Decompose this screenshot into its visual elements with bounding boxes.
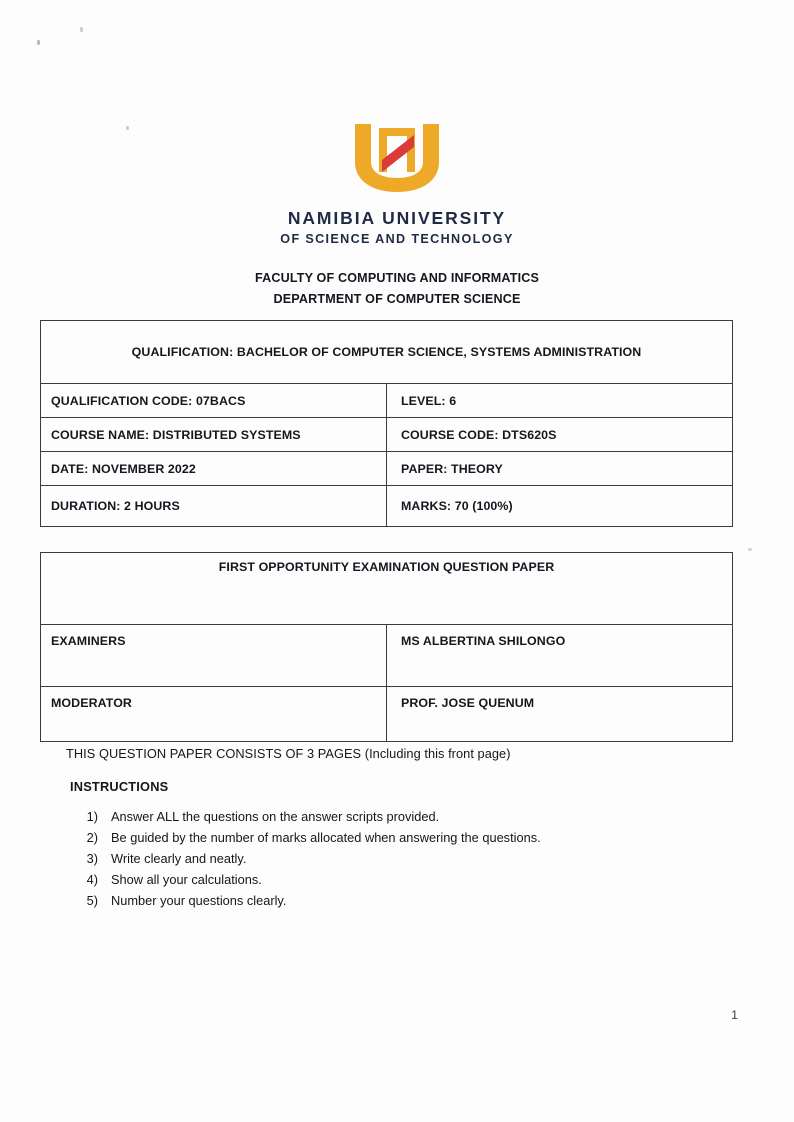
nust-shield-logo-icon [351, 122, 443, 194]
instructions-list [82, 809, 541, 914]
date-cell: DATE: NOVEMBER 2022 [41, 452, 387, 486]
course-name-cell: COURSE NAME: DISTRIBUTED SYSTEMS [41, 418, 387, 452]
qualification-code-cell: QUALIFICATION CODE: 07BACS [41, 384, 387, 418]
instructions-title: INSTRUCTIONS [70, 779, 169, 794]
list-item-text: Write clearly and neatly. [111, 851, 247, 866]
examiners-label-cell: EXAMINERS [41, 625, 387, 687]
list-item-number: 3) [86, 851, 98, 866]
qualification-info-table [40, 320, 733, 527]
university-name-line1: NAMIBIA UNIVERSITY [287, 208, 507, 228]
marks-cell: MARKS: 70 (100%) [387, 486, 733, 527]
list-item-number: 2) [86, 830, 98, 845]
faculty-heading [0, 268, 794, 310]
university-name [280, 208, 513, 248]
list-item [82, 893, 541, 914]
scan-speck [80, 27, 83, 32]
table-row [41, 418, 733, 452]
faculty-line: FACULTY OF COMPUTING AND INFORMATICS [254, 271, 540, 285]
list-item-text: Be guided by the number of marks allocated when answering the questions. [111, 830, 541, 845]
list-item-number: 1) [86, 809, 98, 824]
list-item [82, 830, 541, 851]
university-logo [0, 122, 794, 248]
course-code-cell: COURSE CODE: DTS620S [387, 418, 733, 452]
scan-speck [37, 40, 40, 45]
table-row [41, 553, 733, 625]
list-item-number: 5) [86, 893, 98, 908]
list-item-text: Answer ALL the questions on the answer scripts provided. [111, 809, 440, 824]
moderator-label-cell: MODERATOR [41, 687, 387, 742]
page-number: 1 [731, 1008, 738, 1022]
qualification-cell: QUALIFICATION: BACHELOR OF COMPUTER SCIENCE, SYSTEMS ADMINISTRATION [41, 321, 733, 384]
examiners-table [40, 552, 733, 742]
list-item [82, 851, 541, 872]
table-row [41, 321, 733, 384]
list-item [82, 809, 541, 830]
table-row [41, 687, 733, 742]
exam-title-cell: FIRST OPPORTUNITY EXAMINATION QUESTION PAPER [41, 553, 733, 625]
university-name-line2: OF SCIENCE AND TECHNOLOGY [280, 231, 514, 246]
list-item-text: Show all your calculations. [111, 872, 262, 887]
list-item-number: 4) [86, 872, 98, 887]
examiners-value-cell: MS ALBERTINA SHILONGO [387, 625, 733, 687]
list-item [82, 872, 541, 893]
duration-cell: DURATION: 2 HOURS [41, 486, 387, 527]
table-row [41, 452, 733, 486]
scan-speck [748, 548, 752, 551]
moderator-value-cell: PROF. JOSE QUENUM [387, 687, 733, 742]
table-row [41, 384, 733, 418]
list-item-text: Number your questions clearly. [111, 893, 287, 908]
table-row [41, 486, 733, 527]
department-line: DEPARTMENT OF COMPUTER SCIENCE [273, 292, 521, 306]
page-count-note: THIS QUESTION PAPER CONSISTS OF 3 PAGES (Including this front page) [66, 746, 511, 761]
level-cell: LEVEL: 6 [387, 384, 733, 418]
table-row [41, 625, 733, 687]
paper-cell: PAPER: THEORY [387, 452, 733, 486]
